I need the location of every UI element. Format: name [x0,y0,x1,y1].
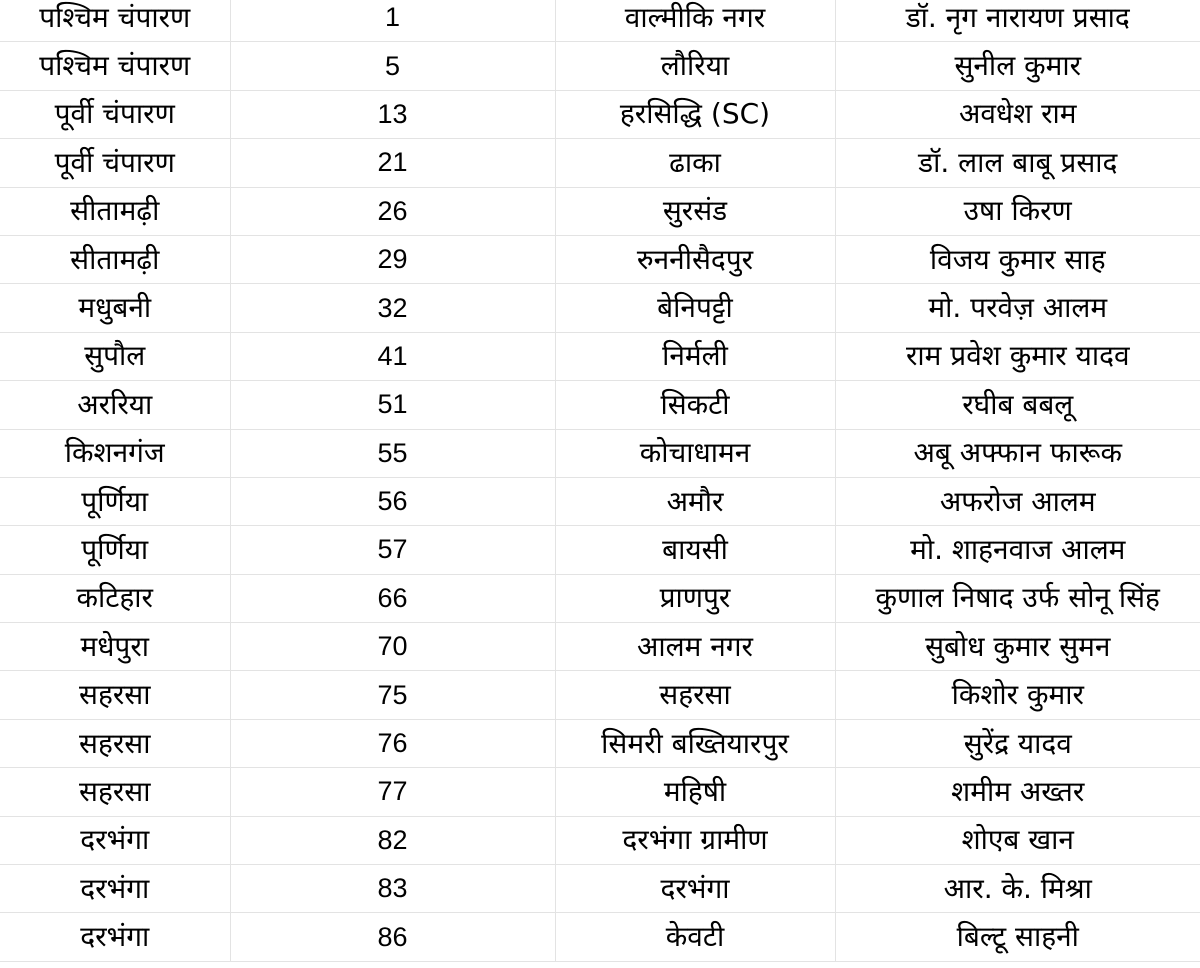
candidate-cell[interactable]: बिल्टू साहनी [835,913,1200,961]
district-cell[interactable]: कटिहार [0,574,230,622]
constituency-cell[interactable]: केवटी [555,913,835,961]
constituency-number-cell[interactable]: 55 [230,429,555,477]
district-cell[interactable]: सीतामढ़ी [0,187,230,235]
table-row [0,913,1200,961]
table-row [0,477,1200,525]
candidate-cell[interactable]: अबू अफ्फान फारूक [835,429,1200,477]
table-row [0,42,1200,90]
constituency-cell[interactable]: वाल्मीकि नगर [555,0,835,42]
constituency-number-cell[interactable]: 70 [230,623,555,671]
candidate-cell[interactable]: अफरोज आलम [835,477,1200,525]
constituency-cell[interactable]: सहरसा [555,671,835,719]
table-row [0,719,1200,767]
candidate-cell[interactable]: अवधेश राम [835,90,1200,138]
table-row [0,381,1200,429]
constituency-cell[interactable]: सिमरी बख्तियारपुर [555,719,835,767]
table-row [0,0,1200,42]
candidate-cell[interactable]: शोएब खान [835,816,1200,864]
district-cell[interactable]: सुपौल [0,332,230,380]
candidate-cell[interactable]: कुणाल निषाद उर्फ सोनू सिंह [835,574,1200,622]
constituency-number-cell[interactable]: 1 [230,0,555,42]
table-row [0,429,1200,477]
table-row [0,235,1200,283]
district-cell[interactable]: मधुबनी [0,284,230,332]
candidate-cell[interactable]: रघीब बबलू [835,381,1200,429]
constituency-cell[interactable]: ढाका [555,139,835,187]
candidate-cell[interactable]: सुबोध कुमार सुमन [835,623,1200,671]
candidate-cell[interactable]: शमीम अख्तर [835,768,1200,816]
constituency-number-cell[interactable]: 82 [230,816,555,864]
constituency-number-cell[interactable]: 21 [230,139,555,187]
constituency-number-cell[interactable]: 77 [230,768,555,816]
constituency-number-cell[interactable]: 29 [230,235,555,283]
constituency-number-cell[interactable]: 51 [230,381,555,429]
candidate-cell[interactable]: आर. के. मिश्रा [835,865,1200,913]
constituency-number-cell[interactable]: 66 [230,574,555,622]
candidate-cell[interactable]: डॉ. लाल बाबू प्रसाद [835,139,1200,187]
table-row [0,574,1200,622]
constituency-number-cell[interactable]: 32 [230,284,555,332]
candidate-cell[interactable]: मो. शाहनवाज आलम [835,526,1200,574]
constituency-number-cell[interactable]: 83 [230,865,555,913]
table-row [0,526,1200,574]
district-cell[interactable]: सीतामढ़ी [0,235,230,283]
constituency-cell[interactable]: लौरिया [555,42,835,90]
constituency-number-cell[interactable]: 26 [230,187,555,235]
table-row [0,139,1200,187]
constituency-cell[interactable]: अमौर [555,477,835,525]
constituency-cell[interactable]: महिषी [555,768,835,816]
constituency-number-cell[interactable]: 76 [230,719,555,767]
constituency-cell[interactable]: दरभंगा [555,865,835,913]
constituency-cell[interactable]: बेनिपट्टी [555,284,835,332]
constituency-cell[interactable]: निर्मली [555,332,835,380]
constituency-cell[interactable]: सिकटी [555,381,835,429]
constituency-cell[interactable]: रुननीसैदपुर [555,235,835,283]
district-cell[interactable]: पूर्वी चंपारण [0,90,230,138]
constituency-cell[interactable]: कोचाधामन [555,429,835,477]
table-row [0,671,1200,719]
district-cell[interactable]: पश्चिम चंपारण [0,0,230,42]
table-row [0,187,1200,235]
table-row [0,623,1200,671]
table-row [0,768,1200,816]
table-row [0,865,1200,913]
candidate-cell[interactable]: राम प्रवेश कुमार यादव [835,332,1200,380]
district-cell[interactable]: सहरसा [0,719,230,767]
candidate-cell[interactable]: डॉ. नृग नारायण प्रसाद [835,0,1200,42]
district-cell[interactable]: किशनगंज [0,429,230,477]
district-cell[interactable]: पूर्णिया [0,526,230,574]
constituency-cell[interactable]: प्राणपुर [555,574,835,622]
constituency-cell[interactable]: आलम नगर [555,623,835,671]
constituency-number-cell[interactable]: 41 [230,332,555,380]
table-row [0,90,1200,138]
district-cell[interactable]: दरभंगा [0,913,230,961]
district-cell[interactable]: सहरसा [0,671,230,719]
constituency-number-cell[interactable]: 57 [230,526,555,574]
constituency-cell[interactable]: बायसी [555,526,835,574]
constituency-cell[interactable]: हरसिद्धि (SC) [555,90,835,138]
table-row [0,284,1200,332]
constituency-number-cell[interactable]: 5 [230,42,555,90]
district-cell[interactable]: दरभंगा [0,865,230,913]
candidate-cell[interactable]: सुरेंद्र यादव [835,719,1200,767]
candidate-cell[interactable]: उषा किरण [835,187,1200,235]
district-cell[interactable]: मधेपुरा [0,623,230,671]
table-row [0,816,1200,864]
district-cell[interactable]: पूर्वी चंपारण [0,139,230,187]
candidate-cell[interactable]: किशोर कुमार [835,671,1200,719]
district-cell[interactable]: पूर्णिया [0,477,230,525]
candidate-cell[interactable]: विजय कुमार साह [835,235,1200,283]
constituency-number-cell[interactable]: 75 [230,671,555,719]
constituency-cell[interactable]: दरभंगा ग्रामीण [555,816,835,864]
district-cell[interactable]: दरभंगा [0,816,230,864]
candidate-cell[interactable]: सुनील कुमार [835,42,1200,90]
constituency-number-cell[interactable]: 86 [230,913,555,961]
candidate-cell[interactable]: मो. परवेज़ आलम [835,284,1200,332]
district-cell[interactable]: अररिया [0,381,230,429]
district-cell[interactable]: पश्चिम चंपारण [0,42,230,90]
table-row [0,332,1200,380]
constituency-number-cell[interactable]: 56 [230,477,555,525]
district-cell[interactable]: सहरसा [0,768,230,816]
constituency-cell[interactable]: सुरसंड [555,187,835,235]
constituency-number-cell[interactable]: 13 [230,90,555,138]
